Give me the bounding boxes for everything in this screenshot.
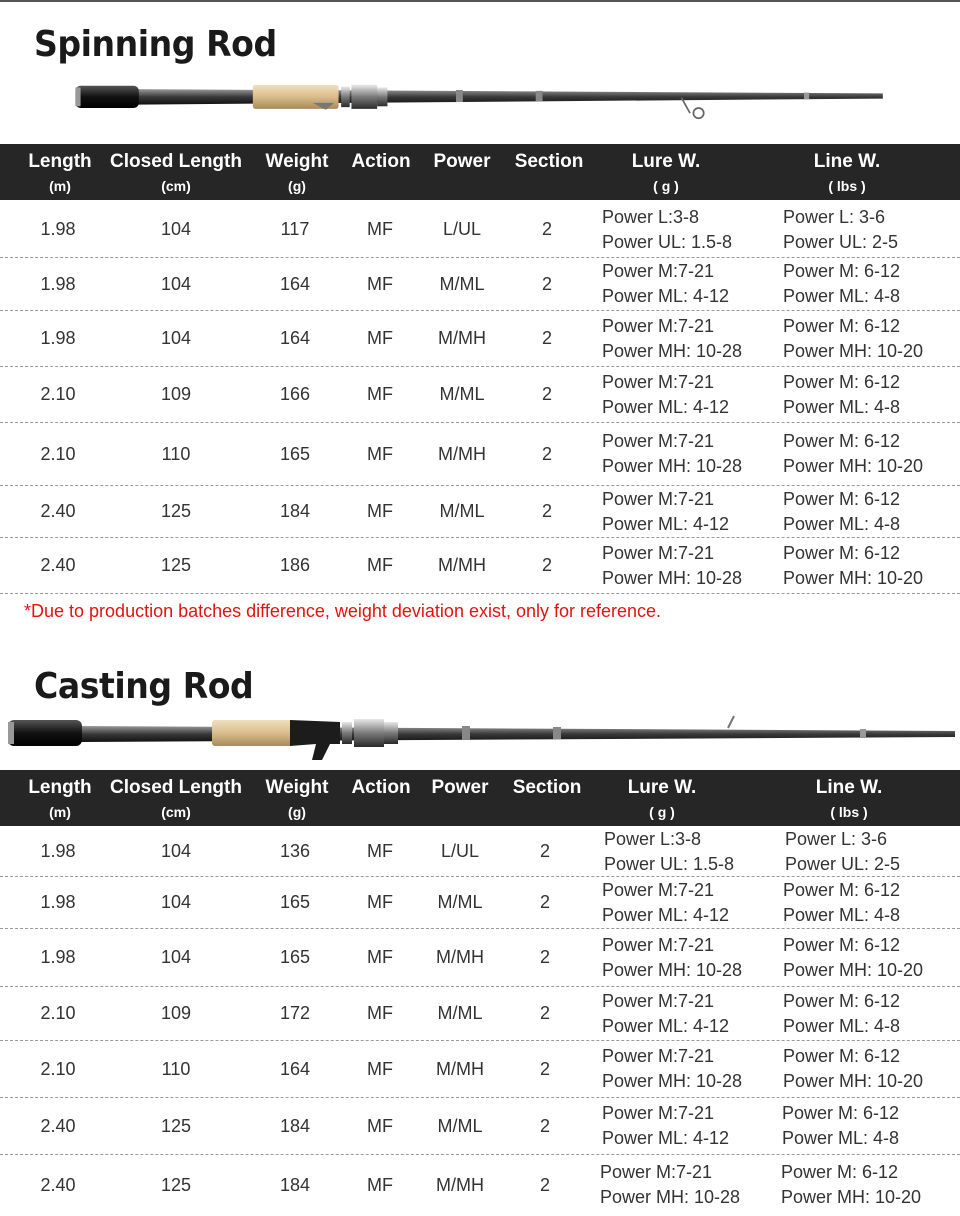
cell-weight: 184 bbox=[279, 501, 311, 521]
cell-section: 2 bbox=[539, 892, 550, 912]
header-unit: ( lbs ) bbox=[828, 178, 866, 194]
cell-length: 1.98 bbox=[40, 273, 76, 294]
cell-power: M/MH bbox=[436, 1058, 484, 1079]
lure-line-1: Power M:7-21 bbox=[602, 371, 715, 392]
cell-action: MF bbox=[367, 947, 393, 967]
casting-rod-title: Casting Rod bbox=[34, 666, 254, 707]
cell-closed-length: 110 bbox=[161, 443, 191, 464]
line-line-2: Power ML: 4-8 bbox=[783, 1015, 901, 1036]
cell-power: M/MH bbox=[438, 443, 486, 464]
cell-closed-length: 104 bbox=[160, 947, 192, 967]
cell-length: 2.10 bbox=[40, 384, 76, 404]
cell-power: M/MH bbox=[436, 1174, 484, 1195]
header-action bbox=[342, 144, 420, 200]
cell-section: 2 bbox=[539, 1003, 550, 1023]
cell-power: M/ML bbox=[437, 1115, 483, 1136]
header-label: Power bbox=[433, 151, 491, 172]
lure-line-2: Power MH: 10-28 bbox=[602, 456, 743, 476]
cell-line-weight bbox=[783, 538, 923, 593]
lure-line-2: Power ML: 4-12 bbox=[602, 1128, 730, 1148]
cell-action: MF bbox=[367, 501, 393, 521]
line-line-2: Power UL: 2-5 bbox=[783, 231, 899, 252]
line-line-1: Power M: 6-12 bbox=[783, 431, 901, 451]
lure-line-1: Power M:7-21 bbox=[602, 488, 715, 509]
cell-closed-length: 109 bbox=[160, 1003, 192, 1023]
table-row bbox=[0, 987, 960, 1041]
cell-line-weight bbox=[783, 877, 900, 928]
cell-lure-weight bbox=[602, 877, 729, 928]
line-line-1: Power M: 6-12 bbox=[783, 990, 901, 1011]
cell-length: 1.98 bbox=[40, 947, 76, 967]
cell-action: MF bbox=[367, 841, 393, 861]
table-row bbox=[0, 1041, 960, 1098]
header-unit: (cm) bbox=[161, 804, 191, 820]
header-power bbox=[422, 770, 498, 826]
table-row bbox=[0, 367, 960, 423]
cell-line-weight bbox=[783, 987, 900, 1040]
lure-line-1: Power M:7-21 bbox=[602, 431, 715, 451]
lure-line-2: Power ML: 4-12 bbox=[602, 286, 730, 306]
header-power bbox=[424, 144, 500, 200]
cell-line-weight bbox=[783, 202, 898, 257]
lure-line-2: Power ML: 4-12 bbox=[602, 1015, 730, 1036]
header-label: Power bbox=[431, 777, 489, 798]
header-label: Closed Length bbox=[110, 151, 242, 172]
header-unit: (g) bbox=[288, 804, 306, 820]
line-line-2: Power ML: 4-8 bbox=[783, 396, 901, 417]
cell-length: 1.98 bbox=[40, 328, 76, 348]
table-row bbox=[0, 258, 960, 311]
cell-closed-length: 104 bbox=[160, 219, 192, 239]
line-line-1: Power M: 6-12 bbox=[783, 315, 901, 336]
header-weight bbox=[256, 144, 338, 200]
table-row bbox=[0, 1155, 960, 1215]
cell-section: 2 bbox=[539, 841, 550, 861]
spinning-table-header bbox=[0, 144, 960, 200]
cell-action: MF bbox=[367, 892, 393, 912]
cell-section: 2 bbox=[541, 555, 552, 575]
cell-lure-weight bbox=[602, 367, 729, 422]
cell-power: M/ML bbox=[439, 384, 485, 404]
cell-length: 2.10 bbox=[40, 1058, 76, 1079]
lure-line-1: Power M:7-21 bbox=[602, 315, 715, 336]
header-length bbox=[14, 770, 106, 826]
cell-section: 2 bbox=[539, 1174, 550, 1195]
cell-length: 2.40 bbox=[40, 1115, 76, 1136]
header-label: Weight bbox=[265, 151, 329, 172]
lure-line-2: Power ML: 4-12 bbox=[602, 513, 730, 534]
cell-section: 2 bbox=[541, 219, 552, 239]
line-line-1: Power L: 3-6 bbox=[785, 828, 888, 849]
header-closed-length bbox=[106, 770, 246, 826]
cell-length: 2.10 bbox=[40, 1003, 76, 1023]
cell-closed-length: 110 bbox=[161, 1058, 191, 1079]
cell-section: 2 bbox=[541, 273, 552, 294]
cell-action: MF bbox=[367, 273, 393, 294]
line-line-2: Power ML: 4-8 bbox=[783, 513, 901, 534]
header-action bbox=[342, 770, 420, 826]
header-line-weight bbox=[782, 770, 916, 826]
header-label: Closed Length bbox=[110, 777, 242, 798]
lure-line-2: Power MH: 10-28 bbox=[600, 1187, 741, 1207]
table-row bbox=[0, 486, 960, 538]
header-closed-length bbox=[106, 144, 246, 200]
header-unit: (m) bbox=[49, 804, 71, 820]
cell-lure-weight bbox=[602, 258, 729, 310]
spinning-rod-title: Spinning Rod bbox=[34, 24, 277, 65]
cell-line-weight bbox=[781, 1155, 921, 1215]
line-line-2: Power UL: 2-5 bbox=[785, 853, 901, 874]
lure-line-2: Power UL: 1.5-8 bbox=[604, 853, 735, 874]
cell-action: MF bbox=[367, 1115, 393, 1136]
line-line-2: Power ML: 4-8 bbox=[782, 1128, 900, 1148]
line-line-1: Power M: 6-12 bbox=[783, 879, 901, 900]
cell-action: MF bbox=[367, 1003, 393, 1023]
cell-weight: 136 bbox=[279, 841, 311, 861]
line-line-2: Power ML: 4-8 bbox=[783, 286, 901, 306]
cell-line-weight bbox=[783, 367, 900, 422]
header-section bbox=[502, 770, 592, 826]
lure-line-2: Power MH: 10-28 bbox=[602, 340, 743, 361]
cell-line-weight bbox=[782, 1098, 899, 1154]
lure-line-2: Power MH: 10-28 bbox=[602, 567, 743, 588]
header-label: Length bbox=[28, 777, 92, 798]
header-unit: (cm) bbox=[161, 178, 191, 194]
cell-section: 2 bbox=[539, 1058, 550, 1079]
cell-section: 2 bbox=[541, 328, 552, 348]
cell-action: MF bbox=[367, 384, 393, 404]
casting-table-header bbox=[0, 770, 960, 826]
table-row bbox=[0, 877, 960, 929]
cell-weight: 172 bbox=[279, 1003, 311, 1023]
lure-line-1: Power M:7-21 bbox=[602, 1046, 715, 1066]
cell-weight: 184 bbox=[279, 1115, 311, 1136]
cell-closed-length: 104 bbox=[160, 273, 192, 294]
line-line-1: Power M: 6-12 bbox=[783, 1046, 901, 1066]
header-unit: ( g ) bbox=[653, 178, 679, 194]
header-label: Lure W. bbox=[631, 151, 701, 172]
cell-section: 2 bbox=[541, 501, 552, 521]
line-line-2: Power MH: 10-20 bbox=[783, 1071, 924, 1091]
cell-power: M/ML bbox=[439, 273, 485, 294]
cell-line-weight bbox=[783, 929, 923, 986]
line-line-2: Power MH: 10-20 bbox=[783, 567, 924, 588]
header-unit: (g) bbox=[288, 178, 306, 194]
header-length bbox=[14, 144, 106, 200]
table-row bbox=[0, 538, 960, 594]
cell-weight: 186 bbox=[279, 555, 311, 575]
table-row bbox=[0, 311, 960, 367]
cell-length: 2.40 bbox=[40, 1174, 76, 1195]
line-line-2: Power ML: 4-8 bbox=[783, 904, 901, 925]
header-label: Action bbox=[351, 777, 411, 798]
cell-section: 2 bbox=[541, 384, 552, 404]
cell-lure-weight bbox=[604, 827, 734, 876]
cell-weight: 165 bbox=[279, 892, 311, 912]
cell-weight: 165 bbox=[279, 947, 311, 967]
line-line-1: Power M: 6-12 bbox=[783, 934, 901, 955]
lure-line-1: Power M:7-21 bbox=[602, 1103, 715, 1123]
line-line-1: Power L: 3-6 bbox=[783, 206, 886, 227]
cell-weight: 166 bbox=[279, 384, 311, 404]
line-line-1: Power M: 6-12 bbox=[783, 488, 901, 509]
header-label: Weight bbox=[265, 777, 329, 798]
lure-line-1: Power M:7-21 bbox=[602, 934, 715, 955]
table-row bbox=[0, 202, 960, 258]
cell-closed-length: 125 bbox=[160, 1115, 192, 1136]
header-label: Section bbox=[512, 777, 582, 798]
cell-lure-weight bbox=[600, 1155, 740, 1215]
table-row bbox=[0, 1098, 960, 1155]
cell-closed-length: 104 bbox=[160, 328, 192, 348]
lure-line-1: Power M:7-21 bbox=[602, 990, 715, 1011]
lure-line-2: Power MH: 10-28 bbox=[602, 1071, 743, 1091]
table-row bbox=[0, 423, 960, 486]
header-unit: ( lbs ) bbox=[830, 804, 868, 820]
cell-power: M/ML bbox=[437, 892, 483, 912]
cell-section: 2 bbox=[539, 1115, 550, 1136]
header-weight bbox=[256, 770, 338, 826]
cell-section: 2 bbox=[539, 947, 550, 967]
line-line-2: Power MH: 10-20 bbox=[781, 1187, 922, 1207]
cell-line-weight bbox=[783, 486, 900, 537]
header-label: Length bbox=[28, 151, 92, 172]
cell-lure-weight bbox=[602, 311, 742, 366]
header-section bbox=[504, 144, 594, 200]
header-lure-weight bbox=[600, 144, 732, 200]
lure-line-2: Power ML: 4-12 bbox=[602, 904, 730, 925]
cell-action: MF bbox=[367, 328, 393, 348]
cell-power: L/UL bbox=[440, 841, 480, 861]
lure-line-2: Power UL: 1.5-8 bbox=[602, 231, 733, 252]
lure-line-1: Power M:7-21 bbox=[602, 879, 715, 900]
table-row bbox=[0, 827, 960, 877]
cell-lure-weight bbox=[602, 202, 732, 257]
cell-line-weight bbox=[783, 258, 900, 310]
lure-line-1: Power L:3-8 bbox=[602, 206, 700, 227]
cell-lure-weight bbox=[602, 538, 742, 593]
line-line-2: Power MH: 10-20 bbox=[783, 959, 924, 980]
cell-section: 2 bbox=[541, 443, 552, 464]
cell-closed-length: 104 bbox=[160, 892, 192, 912]
cell-closed-length: 125 bbox=[160, 1174, 192, 1195]
cell-lure-weight bbox=[602, 1041, 742, 1097]
cell-action: MF bbox=[367, 1174, 393, 1195]
casting-rod-image bbox=[0, 706, 960, 766]
cell-closed-length: 125 bbox=[160, 555, 192, 575]
cell-power: M/ML bbox=[439, 501, 485, 521]
cell-length: 1.98 bbox=[40, 841, 76, 861]
lure-line-2: Power ML: 4-12 bbox=[602, 396, 730, 417]
cell-closed-length: 125 bbox=[160, 501, 192, 521]
cell-power: L/UL bbox=[442, 219, 482, 239]
cell-lure-weight bbox=[602, 929, 742, 986]
lure-line-1: Power L:3-8 bbox=[604, 828, 702, 849]
cell-closed-length: 104 bbox=[160, 841, 192, 861]
header-label: Line W. bbox=[813, 151, 881, 172]
cell-line-weight bbox=[783, 311, 923, 366]
cell-length: 1.98 bbox=[40, 892, 76, 912]
cell-line-weight bbox=[785, 827, 900, 876]
lure-line-1: Power M:7-21 bbox=[600, 1162, 713, 1182]
line-line-2: Power MH: 10-20 bbox=[783, 456, 924, 476]
cell-weight: 165 bbox=[279, 443, 311, 464]
header-unit: (m) bbox=[49, 178, 71, 194]
cell-length: 2.10 bbox=[40, 443, 76, 464]
cell-weight: 164 bbox=[279, 273, 311, 294]
cell-lure-weight bbox=[602, 486, 729, 537]
lure-line-2: Power MH: 10-28 bbox=[602, 959, 743, 980]
header-line-weight bbox=[780, 144, 914, 200]
cell-length: 2.40 bbox=[40, 555, 76, 575]
header-unit: ( g ) bbox=[649, 804, 675, 820]
header-label: Line W. bbox=[815, 777, 883, 798]
spinning-rod-image bbox=[0, 72, 960, 132]
cell-power: M/ML bbox=[437, 1003, 483, 1023]
cell-weight: 117 bbox=[280, 219, 310, 239]
line-line-1: Power M: 6-12 bbox=[781, 1162, 899, 1182]
cell-power: M/MH bbox=[438, 328, 486, 348]
lure-line-1: Power M:7-21 bbox=[602, 261, 715, 281]
cell-lure-weight bbox=[602, 423, 742, 485]
cell-length: 2.40 bbox=[40, 501, 76, 521]
line-line-1: Power M: 6-12 bbox=[783, 261, 901, 281]
top-border bbox=[0, 0, 960, 2]
cell-lure-weight bbox=[602, 1098, 729, 1154]
line-line-1: Power M: 6-12 bbox=[783, 542, 901, 563]
cell-action: MF bbox=[367, 443, 393, 464]
cell-line-weight bbox=[783, 423, 923, 485]
cell-length: 1.98 bbox=[40, 219, 76, 239]
cell-power: M/MH bbox=[436, 947, 484, 967]
weight-deviation-note: *Due to production batches difference, weight deviation exist, only for reference. bbox=[24, 601, 662, 621]
header-label: Action bbox=[351, 151, 411, 172]
header-label: Section bbox=[514, 151, 584, 172]
header-lure-weight bbox=[596, 770, 728, 826]
cell-line-weight bbox=[783, 1041, 923, 1097]
lure-line-1: Power M:7-21 bbox=[602, 542, 715, 563]
table-row bbox=[0, 929, 960, 987]
header-label: Lure W. bbox=[627, 777, 697, 798]
cell-weight: 164 bbox=[279, 328, 311, 348]
cell-action: MF bbox=[367, 555, 393, 575]
cell-action: MF bbox=[367, 1058, 393, 1079]
cell-closed-length: 109 bbox=[160, 384, 192, 404]
cell-weight: 164 bbox=[279, 1058, 311, 1079]
line-line-1: Power M: 6-12 bbox=[782, 1103, 900, 1123]
cell-action: MF bbox=[367, 219, 393, 239]
cell-weight: 184 bbox=[279, 1174, 311, 1195]
line-line-1: Power M: 6-12 bbox=[783, 371, 901, 392]
line-line-2: Power MH: 10-20 bbox=[783, 340, 924, 361]
cell-lure-weight bbox=[602, 987, 729, 1040]
cell-power: M/MH bbox=[438, 555, 486, 575]
